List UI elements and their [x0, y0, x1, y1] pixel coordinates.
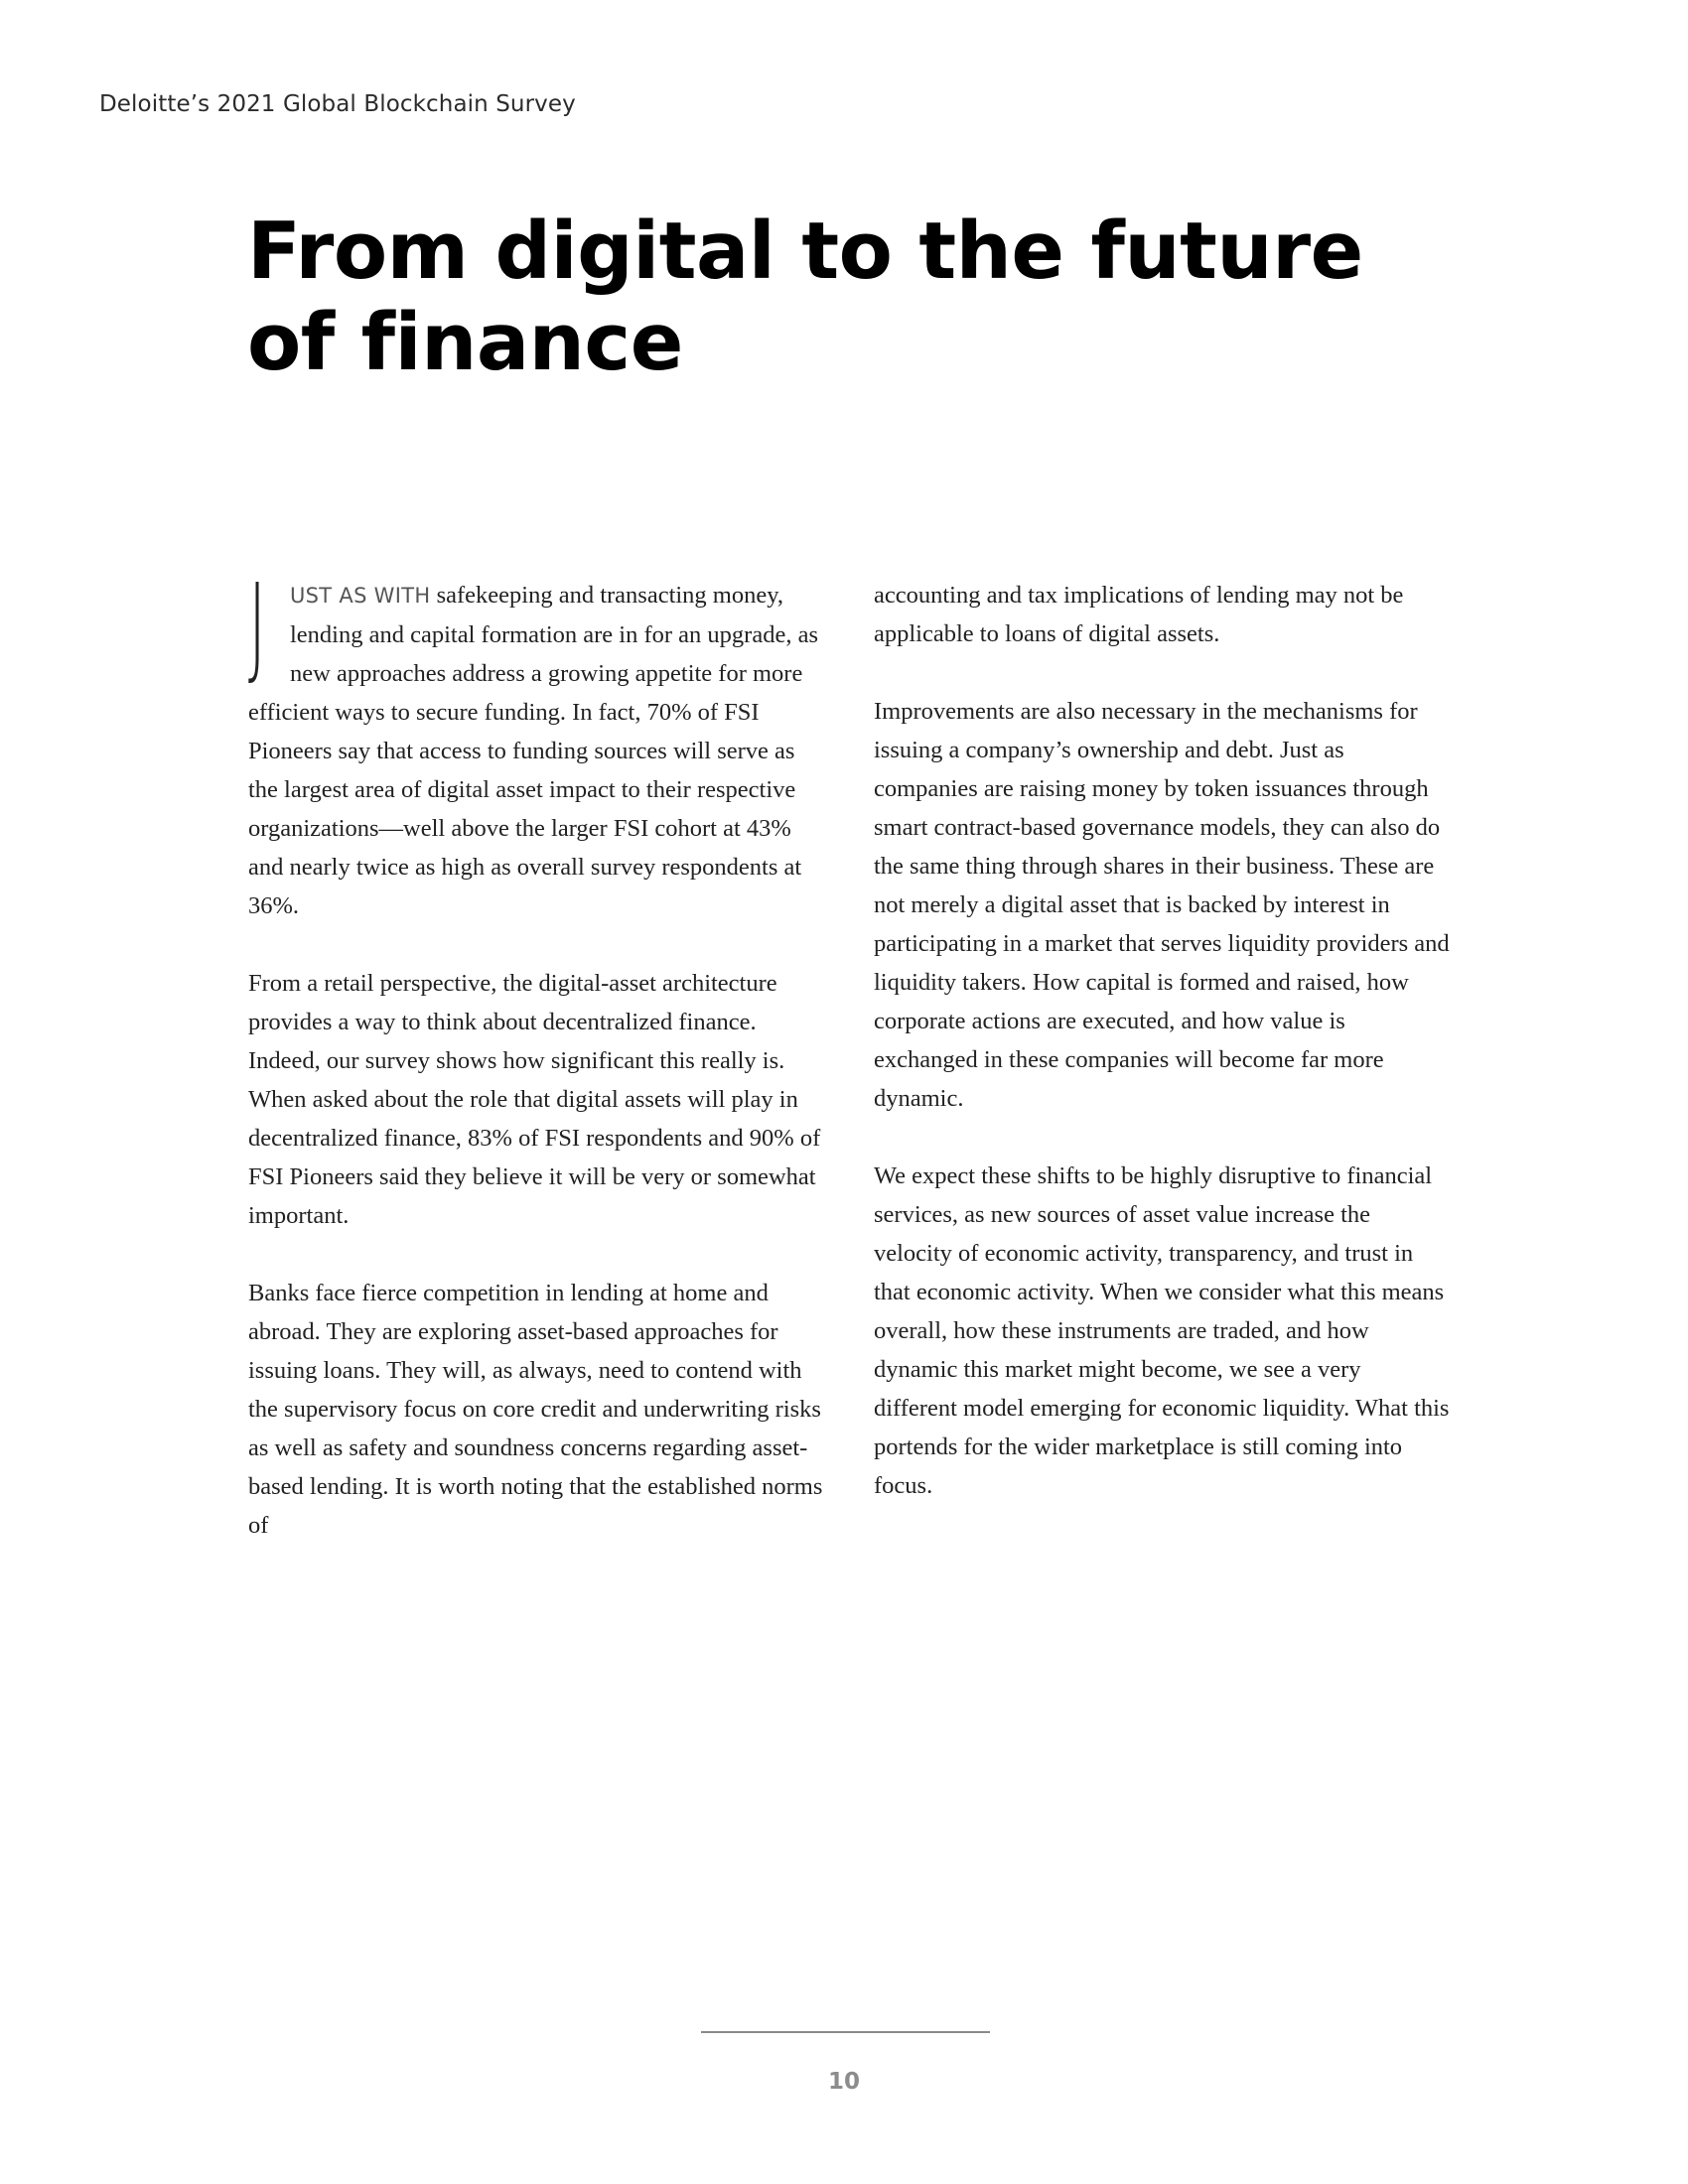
page-number: 10 [827, 2069, 860, 2095]
paragraph-2: From a retail perspective, the digital-asset architecture provides a way to think about decentralized finance. Indeed, our survey shows how significant this really is. When asked about the role that digital assets will play in decentralized finance, 83% of FSI respondents and 90% of FSI Pioneers said they believe it will be very or somewhat important. [248, 970, 821, 1229]
footer-divider [701, 2031, 990, 2033]
paragraph-4: accounting and tax implications of lending may not be applicable to loans of digital assets. [874, 582, 1404, 647]
lead-in-caps: UST AS WITH [290, 584, 431, 608]
paragraph-1-text: safekeeping and transacting money, lending and capital formation are in for an upgrade, as new approaches address a growing appetite for more efficient ways to secure funding. In fact, 70% of FSI Pioneers say that access to funding sources will serve as the largest area of digital asset impact to their respective organizations—well above the larger FSI cohort at 43% and nearly twice as high as overall survey respondents at 36%. [248, 582, 818, 919]
right-column [874, 576, 1450, 1544]
drop-cap: J [248, 561, 267, 690]
paragraph-3: Banks face fierce competition in lending at home and abroad. They are exploring asset-based approaches for issuing loans. They will, as always, need to contend with the supervisory focus on core credit and underwriting risks as well as safety and soundness concerns regarding asset-based lending. It is worth noting that the established norms of [248, 1280, 823, 1539]
paragraph-5: Improvements are also necessary in the mechanisms for issuing a company’s ownership and debt. Just as companies are raising money by token issuances through smart contract-based governance models, they can also do the same thing through shares in their business. These are not merely a digital asset that is backed by interest in participating in a market that serves liquidity providers and liquidity takers. How capital is formed and raised, how corporate actions are executed, and how value is exchanged in these companies will become far more dynamic. [874, 698, 1450, 1112]
paragraph-1 [248, 561, 824, 925]
page-title [247, 205, 1389, 388]
running-header: Deloitte’s 2021 Global Blockchain Survey [99, 91, 576, 117]
title-line-2: of finance [247, 297, 683, 388]
left-column [248, 561, 824, 1583]
paragraph-6: We expect these shifts to be highly disruptive to financial services, as new sources of asset value increase the velocity of economic activity, transparency, and trust in that economic activity. When we consider what this means overall, how these instruments are traded, and how dynamic this market might become, we see a very different model emerging for economic liquidity. What this portends for the wider marketplace is still coming into focus. [874, 1162, 1450, 1499]
title-line-1: From digital to the future [247, 205, 1363, 297]
